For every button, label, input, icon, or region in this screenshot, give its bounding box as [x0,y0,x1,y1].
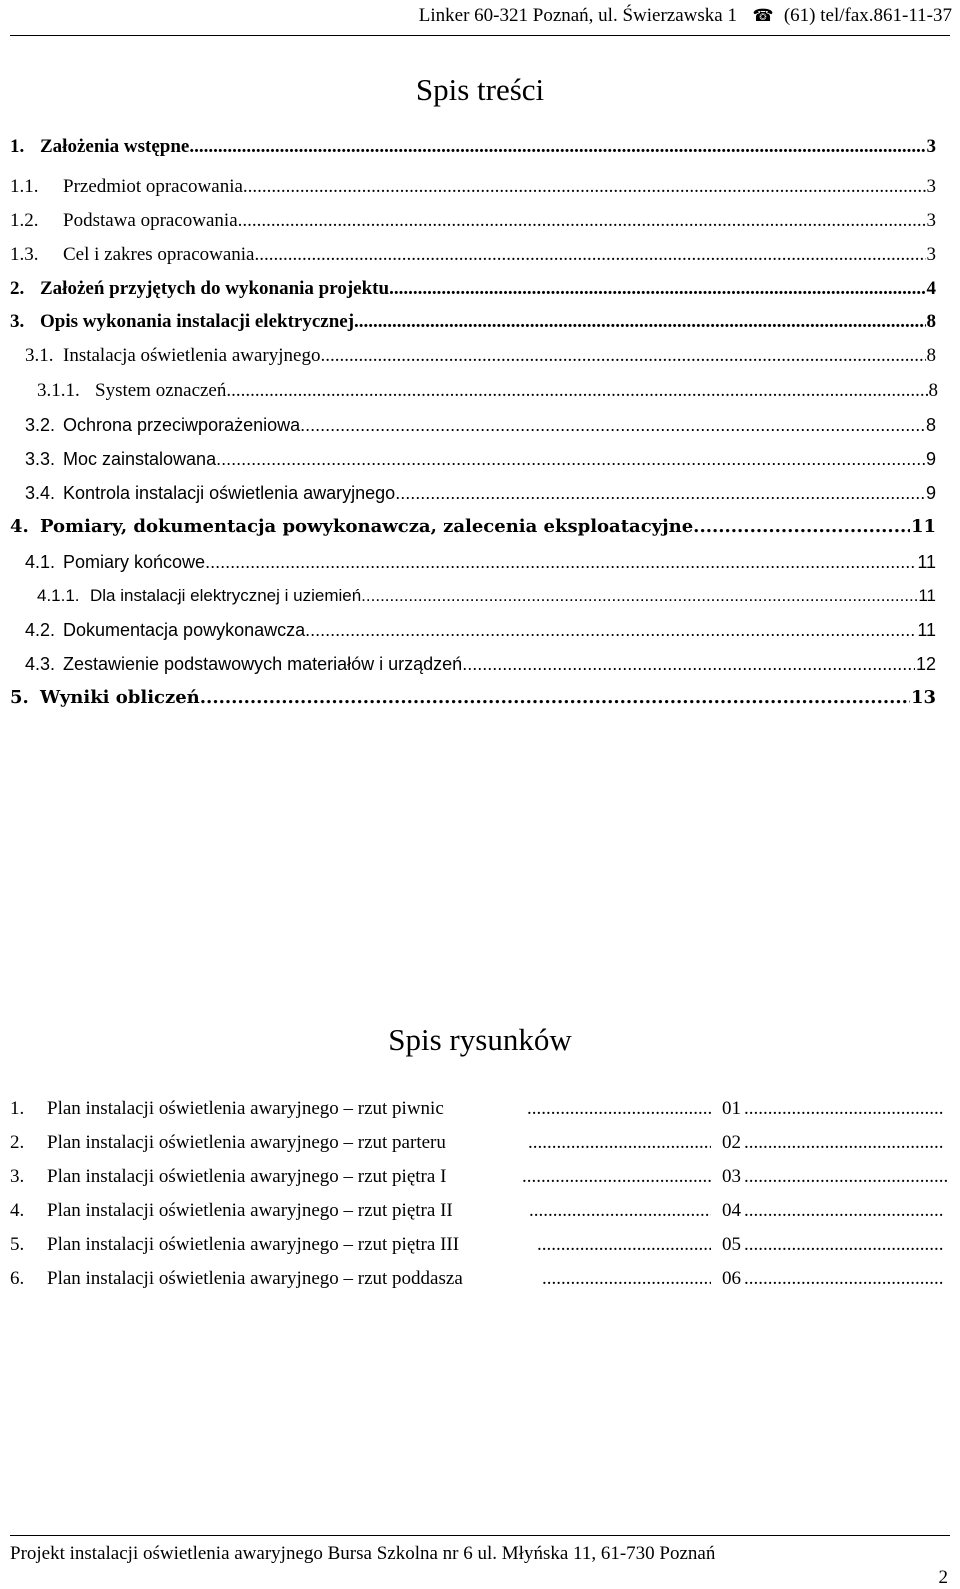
figure-entry-code: 01 [722,1098,741,1119]
figure-leader [537,1230,711,1260]
toc-entry[interactable] [25,615,936,645]
telephone-icon: ☎ [741,6,780,26]
toc-entry-number: 3.3. [25,449,56,469]
toc-entry[interactable] [25,478,936,508]
figure-leader [744,1162,948,1192]
toc-leader [255,240,926,270]
figure-entry[interactable] [10,1230,958,1260]
toc-entry[interactable] [25,444,936,474]
toc-entry-number: 1. [10,136,25,157]
toc-entry-label: Pomiary końcowe [63,552,206,572]
figure-entry-number: 4. [10,1200,25,1221]
figure-leader [522,1162,711,1192]
toc-entry-label: Podstawa opracowania [63,210,238,231]
figure-entry-number: 6. [10,1268,25,1289]
figure-entry[interactable] [10,1162,958,1192]
figure-entry-label: Plan instalacji oświetlenia awaryjnego – rzut piętra I [47,1166,447,1187]
toc-entry-page: 11 [918,586,936,605]
toc-entry-page: 12 [915,654,936,674]
toc-entry-number: 3.2. [25,415,56,435]
toc-entry-page: 13 [910,687,936,708]
header-phone: (61) tel/fax.861-11-37 [783,5,952,26]
footer-divider [10,1535,950,1536]
toc-entry[interactable] [25,410,936,440]
toc-entry-label: Dokumentacja powykonawcza [63,620,306,640]
toc-leader [361,581,917,611]
toc-leader [462,649,915,679]
figure-entry-label: Plan instalacji oświetlenia awaryjnego – rzut piwnic [47,1098,444,1119]
toc-entry[interactable] [25,649,936,679]
toc-entry-number: 1.3. [10,244,39,265]
toc-entry[interactable] [10,512,936,542]
toc-entry[interactable] [25,341,936,371]
figure-leader [744,1128,944,1158]
toc-entry-label: Przedmiot opracowania [63,176,243,197]
toc-entry-page: 3 [926,176,936,197]
toc-entry-number: 4.1.1. [37,586,80,605]
toc-entry-page: 11 [917,620,936,640]
page-footer: Projekt instalacji oświetlenia awaryjnego Bursa Szkolna nr 6 ul. Młyńska 11, 61-730 Poznań [10,1543,716,1564]
toc-entry-label: Dla instalacji elektrycznej i uziemień [90,586,362,605]
figure-entry-label: Plan instalacji oświetlenia awaryjnego – rzut piętra III [47,1234,460,1255]
figure-entry-code: 03 [722,1166,741,1187]
toc-entry[interactable] [37,581,936,611]
toc-entry[interactable] [10,240,936,270]
figure-leader [744,1264,944,1294]
figure-entry[interactable] [10,1196,958,1226]
toc-leader [693,512,910,542]
toc-leader [395,478,925,508]
toc-entry-label: Zestawienie podstawowych materiałów i urządzeń [63,654,463,674]
toc-entry-page: 4 [926,278,936,299]
toc-title: Spis treści [415,72,545,107]
toc-entry-label: Cel i zakres opracowania [63,244,255,265]
toc-entry-label: System oznaczeń [95,380,227,401]
toc-entry-number: 4.2. [25,620,56,640]
toc-entry-number: 4.3. [25,654,56,674]
toc-entry[interactable] [10,307,936,337]
toc-entry-label: Założenia wstępne [40,136,190,157]
figure-entry-code: 06 [722,1268,741,1289]
toc-entry-label: Opis wykonania instalacji elektrycznej [40,311,355,332]
toc-leader [205,547,916,577]
figure-entry-label: Plan instalacji oświetlenia awaryjnego – rzut poddasza [47,1268,463,1289]
toc-entry-label: Wyniki obliczeń [40,687,200,708]
toc-leader [189,132,925,162]
figure-entry-number: 2. [10,1132,25,1153]
toc-entry-page: 8 [925,415,936,435]
toc-entry[interactable] [10,172,936,202]
toc-entry-label: Instalacja oświetlenia awaryjnego. [63,345,326,366]
toc-leader [300,410,925,440]
figures-title: Spis rysunków [388,1022,572,1057]
toc-entry-number: 3.4. [25,483,56,503]
toc-leader [305,615,916,645]
toc-entry-label: Założeń przyjętych do wykonania projektu [40,278,390,299]
toc-leader [325,341,925,371]
toc-entry-page: 3 [926,210,936,231]
figure-entry[interactable] [10,1128,958,1158]
figure-entry-code: 05 [722,1234,741,1255]
toc-leader [200,683,910,713]
toc-entry-number: 5. [10,687,29,708]
figure-entry-code: 02 [722,1132,741,1153]
figure-leader [529,1196,711,1226]
figure-entry-number: 5. [10,1234,25,1255]
toc-entry-number: 3.1.1. [37,380,80,401]
figure-leader [744,1230,944,1260]
toc-entry-page: 3 [926,244,936,265]
page-header [0,4,952,28]
toc-entry-number: 2. [10,278,25,299]
toc-entry[interactable] [10,132,936,162]
toc-entry-page: 11 [910,516,936,537]
toc-leader [216,444,925,474]
toc-entry-page: 11 [917,552,936,572]
toc-entry-number: 1.1. [10,176,39,197]
toc-entry-label: Moc zainstalowana [63,449,217,469]
toc-entry-label: Kontrola instalacji oświetlenia awaryjnego [63,483,396,503]
figure-leader [527,1094,711,1124]
toc-entry[interactable] [25,547,936,577]
figure-entry[interactable] [10,1264,958,1294]
figure-entry[interactable] [10,1094,958,1124]
figure-leader [542,1264,711,1294]
toc-leader [354,307,925,337]
page-number: 2 [938,1567,948,1588]
toc-entry-label: Pomiary, dokumentacja powykonawcza, zalecenia eksploatacyjne [40,516,694,537]
toc-entry[interactable] [37,376,938,406]
header-divider [10,35,950,36]
toc-entry-page: 9 [925,483,936,503]
toc-leader [243,172,926,202]
toc-leader [389,274,925,304]
toc-entry-page: 9 [925,449,936,469]
toc-entry-number: 3. [10,311,25,332]
toc-entry-number: 1.2. [10,210,39,231]
figure-entry-label: Plan instalacji oświetlenia awaryjnego – rzut piętra II [47,1200,453,1221]
figure-leader [528,1128,711,1158]
toc-entry-page: 8 [928,380,938,401]
toc-entry[interactable] [10,206,936,236]
figure-entry-number: 3. [10,1166,25,1187]
toc-entry-label: Ochrona przeciwporażeniowa [63,415,301,435]
toc-entry-number: 3.1. [25,345,54,366]
toc-entry-number: 4. [10,516,29,537]
toc-entry-page: 8 [926,345,936,366]
header-address: Linker 60-321 Poznań, ul. Świerzawska 1 [418,5,737,26]
toc-leader [238,206,926,236]
figure-entry-label: Plan instalacji oświetlenia awaryjnego – rzut parteru [47,1132,446,1153]
figure-leader [744,1094,944,1124]
toc-entry[interactable] [10,683,936,713]
toc-leader [226,376,927,406]
toc-entry-number: 4.1. [25,552,56,572]
toc-entry[interactable] [10,274,936,304]
toc-entry-page: 3 [926,136,936,157]
toc-entry-page: 8 [926,311,936,332]
figure-entry-code: 04 [722,1200,741,1221]
figure-entry-number: 1. [10,1098,25,1119]
figure-leader [744,1196,944,1226]
